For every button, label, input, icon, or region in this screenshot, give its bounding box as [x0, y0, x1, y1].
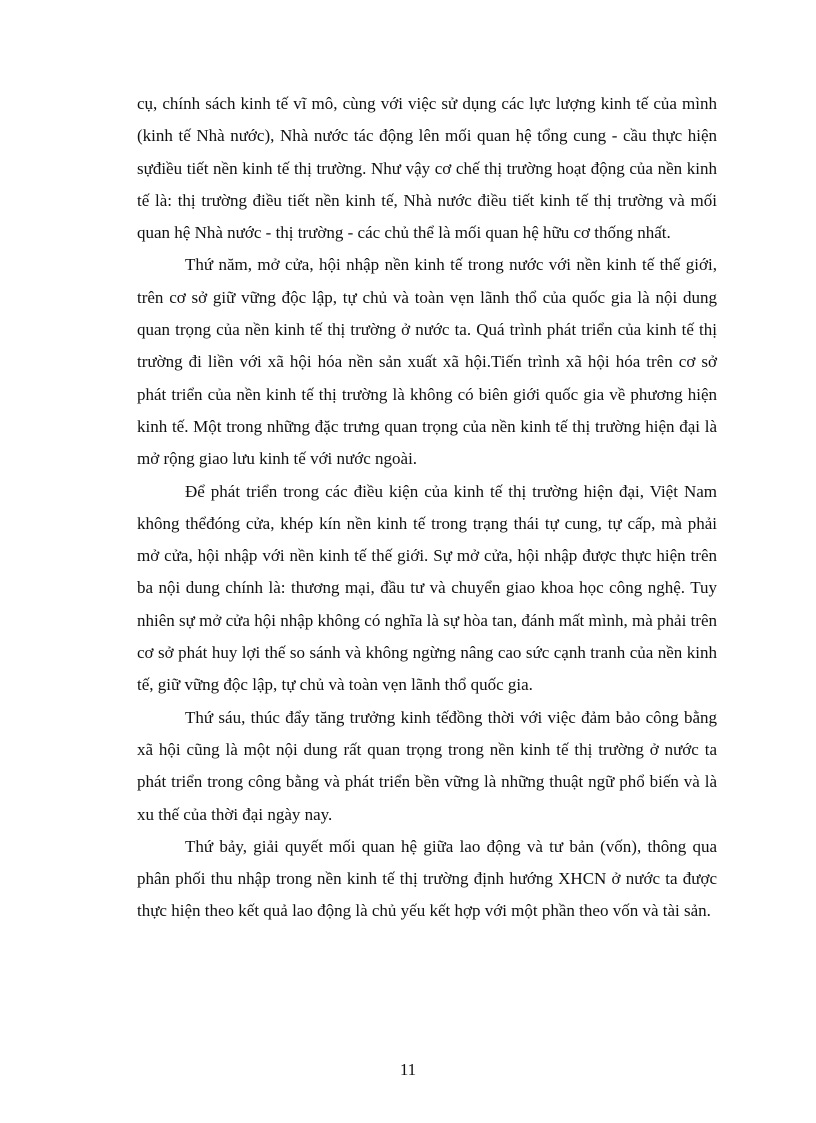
paragraph-thu-sau: Thứ sáu, thúc đẩy tăng trưởng kinh tếđồng thời với việc đảm bảo công bằng xã hội cũng là một nội dung rất quan trọng trong nền kinh tế thị trường ở nước ta phát triển trong công bằng và phát triển bền vững là những thuật ngữ phổ biến và là xu thế của thời đại ngày nay. [137, 707, 717, 824]
body-text [137, 88, 717, 928]
paragraph-thu-nam: Thứ năm, mở cửa, hội nhập nền kinh tế trong nước với nền kinh tế thế giới, trên cơ sở giữ vững độc lập, tự chủ và toàn vẹn lãnh thổ của quốc gia là nội dung quan trọng của nền kinh tế thị trường ở nước ta. Quá trình phát triển của kinh tế thị trường đi liền với xã hội hóa nền sản xuất xã hội.Tiến trình xã hội hóa trên cơ sở phát triển của nền kinh tế thị trường là không có biên giới quốc gia về phương hiện kinh tế. Một trong những đặc trưng quan trọng của nền kinh tế thị trường hiện đại là mở rộng giao lưu kinh tế với nước ngoài. [137, 255, 717, 469]
page-number: 11 [399, 1060, 417, 1079]
paragraph-de-phat-trien: Để phát triển trong các điều kiện của kinh tế thị trường hiện đại, Việt Nam không thểđóng cửa, khép kín nền kinh tế trong trạng thái tự cung, tự cấp, mà phải mở cửa, hội nhập với nền kinh tế thế giới. Sự mở cửa, hội nhập được thực hiện trên ba nội dung chính là: thương mại, đầu tư và chuyển giao khoa học công nghệ. Tuy nhiên sự mở cửa hội nhập không có nghĩa là sự hòa tan, đánh mất mình, mà phải trên cơ sở phát huy lợi thế so sánh và không ngừng nâng cao sức cạnh tranh của nền kinh tế, giữ vững độc lập, tự chủ và toàn vẹn lãnh thổ quốc gia. [137, 481, 717, 695]
paragraph-thu-bay: Thứ bảy, giải quyết mối quan hệ giữa lao động và tư bản (vốn), thông qua phân phối thu nhập trong nền kinh tế thị trường định hướng XHCN ở nước ta được thực hiện theo kết quả lao động là chủ yếu kết hợp với một phần theo vốn và tài sản. [137, 836, 717, 921]
paragraph-continuation: cụ, chính sách kinh tế vĩ mô, cùng với việc sử dụng các lực lượng kinh tế của mình (kinh tế Nhà nước), Nhà nước tác động lên mối quan hệ tổng cung - cầu thực hiện sựđiều tiết nền kinh tế thị trường. Như vậy cơ chế thị trường hoạt động của nền kinh tế là: thị trường điều tiết nền kinh tế, Nhà nước điều tiết kinh tế thị trường và mối quan hệ Nhà nước - thị trường - các chủ thể là mối quan hệ hữu cơ thống nhất. [137, 94, 717, 243]
